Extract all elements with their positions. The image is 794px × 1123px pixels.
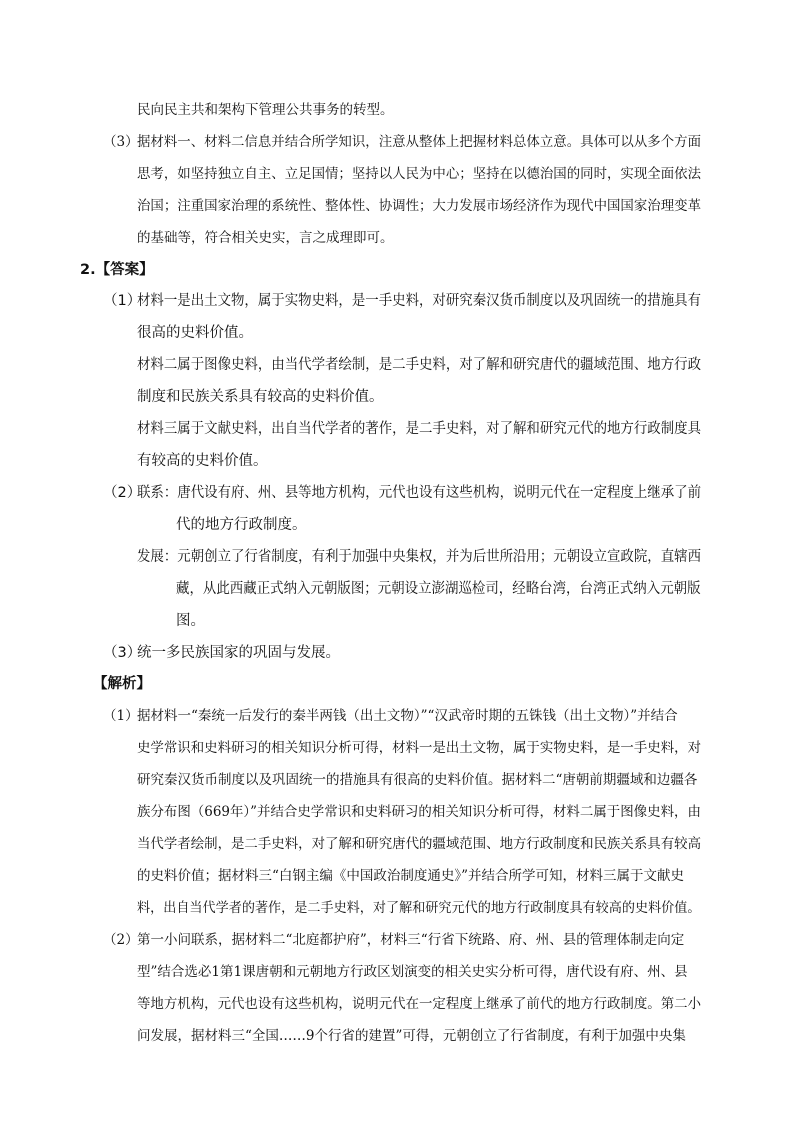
answer-item2-line: 图。: [176, 613, 205, 629]
answer-item2-marker: （2）: [103, 485, 142, 501]
analysis-item1-line: 料，出自当代学者的著作，是二手史料，对了解和研究元代的地方行政制度具有较高的史料价值。: [137, 900, 701, 916]
answer-item2-line: 藏，从此西藏正式纳入元朝版图；元朝设立澎湖巡检司，经略台湾，台湾正式纳入元朝版: [176, 581, 701, 597]
analysis-item1-line: 的史料价值；据材料三“白钢主编《中国政治制度通史》”并结合所学可知，材料三属于文献史: [137, 868, 685, 884]
q1-item3-line: 的基础等，符合相关史实，言之成理即可。: [137, 230, 394, 246]
q1-item3-marker: （3）: [103, 134, 139, 150]
answer-item2-line: 发展：元朝创立了行省制度，有利于加强中央集权，并为后世所沿用；元朝设立宣政院，直辖西: [137, 549, 701, 565]
answer-item1-line: 材料三属于文献史料，出自当代学者的著作，是二手史料，对了解和研究元代的地方行政制度具: [137, 421, 701, 437]
answer-item1-line: 材料一是出土文物，属于实物史料，是一手史料，对研究秦汉货币制度以及巩固统一的措施具有: [137, 293, 701, 309]
analysis-item1-line: 据材料一“秦统一后发行的秦半两钱（出土文物）”“汉武帝时期的五铢钱（出土文物）”并结合: [137, 708, 678, 724]
q1-explanation-line: 民向民主共和架构下管理公共事务的转型。: [137, 102, 394, 118]
q1-item3-line: 治国；注重国家治理的系统性、整体性、协调性；大力发展市场经济作为现代中国国家治理变革: [137, 198, 701, 214]
analysis-item2-marker: （2）: [103, 932, 139, 948]
q2-answer-header: 2.【答案】: [80, 262, 154, 278]
analysis-item1-marker: （1）: [103, 708, 139, 724]
answer-item2-line: 代的地方行政制度。: [176, 517, 307, 533]
answer-item3-marker: （3）: [103, 645, 142, 661]
answer-item1-marker: （1）: [103, 293, 142, 309]
answer-item1-line: 制度和民族关系具有较高的史料价值。: [137, 389, 384, 405]
answer-item3-line: 统一多民族国家的巩固与发展。: [137, 645, 340, 661]
analysis-item2-line: 等地方机构，元代也设有这些机构，说明元代在一定程度上继承了前代的地方行政制度。第二小: [137, 996, 701, 1012]
analysis-item2-line: 型”结合选必1第1课唐朝和元朝地方行政区划演变的相关史实分析可得，唐代设有府、州、县: [137, 964, 688, 980]
analysis-item1-line: 当代学者绘制，是二手史料，对了解和研究唐代的疆域范围、地方行政制度和民族关系具有较高: [137, 836, 701, 852]
q1-item3-line: 思考，如坚持独立自主、立足国情；坚持以人民为中心；坚持在以德治国的同时，实现全面依法: [137, 166, 701, 182]
analysis-item1-line: 研究秦汉货币制度以及巩固统一的措施具有很高的史料价值。据材料二“唐朝前期疆域和边疆各: [137, 772, 698, 788]
answer-item1-line: 材料二属于图像史料，由当代学者绘制，是二手史料，对了解和研究唐代的疆域范围、地方行政: [137, 357, 701, 373]
analysis-item2-line: 问发展，据材料三“全国……9个行省的建置”可得，元朝创立了行省制度，有利于加强中央集: [137, 1028, 686, 1044]
analysis-item1-line: 史学常识和史料研习的相关知识分析可得，材料一是出土文物，属于实物史料，是一手史料，对: [137, 740, 701, 756]
answer-item1-line: 有较高的史料价值。: [137, 453, 268, 469]
analysis-item1-line: 族分布图（669年）”并结合史学常识和史料研习的相关知识分析可得，材料二属于图像史料，由: [137, 804, 701, 820]
answer-item2-line: 联系：唐代设有府、州、县等地方机构，元代也设有这些机构，说明元代在一定程度上继承了前: [137, 485, 701, 501]
analysis-item2-line: 第一小问联系，据材料二“北庭都护府”，材料三“行省下统路、府、州、县的管理体制走向定: [137, 932, 685, 948]
analysis-header: 【解析】: [93, 676, 151, 692]
q1-item3-line: 据材料一、材料二信息并结合所学知识，注意从整体上把握材料总体立意。具体可以从多个方面: [137, 134, 701, 150]
answer-item1-line: 很高的史料价值。: [137, 325, 253, 341]
